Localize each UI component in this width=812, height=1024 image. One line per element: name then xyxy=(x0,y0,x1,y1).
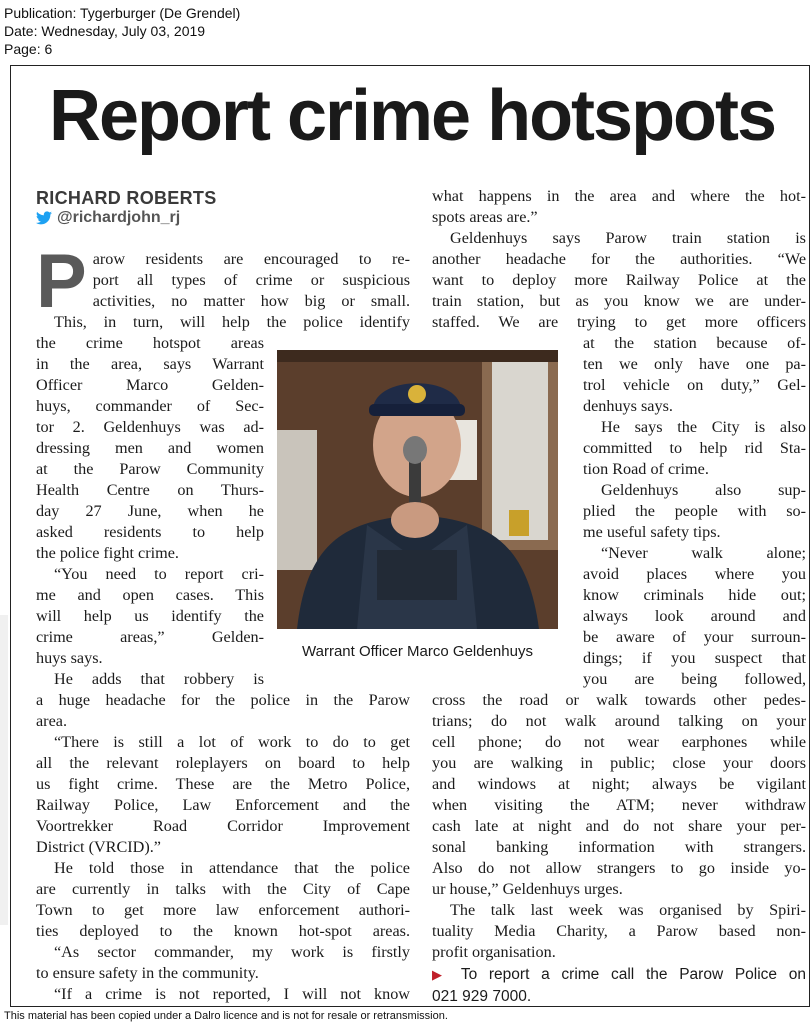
body-line: day 27 June, when he xyxy=(36,502,264,520)
article-column-2-lower xyxy=(432,690,806,1008)
body-line: the police fight crime. xyxy=(36,544,179,562)
body-line: asked residents to help xyxy=(36,523,264,541)
body-line: Railway Police, Law Enforcement and the xyxy=(36,796,410,814)
date-line: Date: Wednesday, July 03, 2019 xyxy=(4,23,206,39)
headline: Report crime hotspots xyxy=(48,76,776,156)
publication-line: Publication: Tygerburger (De Grendel) xyxy=(4,5,241,21)
body-line: dings; if you suspect that xyxy=(583,649,806,667)
body-line: another headache for the authorities. “We xyxy=(432,250,806,268)
intro-line: activities, no matter how big or small. xyxy=(92,292,410,310)
body-line: trol vehicle on duty,” Gel- xyxy=(583,376,806,394)
body-line: “If a crime is not reported, I will not know xyxy=(54,985,410,1003)
body-line: ten we only have one pa- xyxy=(583,355,806,373)
article-intro xyxy=(36,239,410,333)
body-line: tor 2. Geldenhuys was ad- xyxy=(36,418,264,436)
cta-text: To report a crime call the Parow Police on xyxy=(460,966,806,983)
body-line: This, in turn, will help the police identify xyxy=(54,313,410,331)
body-line: sonal banking information with strangers. xyxy=(432,838,806,856)
body-line: tion Road of crime. xyxy=(583,460,709,478)
body-line: Officer Marco Gelden- xyxy=(36,376,264,394)
body-line: ur house,” Geldenhuys urges. xyxy=(432,880,623,898)
body-line: want to deploy more Railway Police at the xyxy=(432,271,806,289)
body-line: committed to help rid Sta- xyxy=(583,439,806,457)
body-line: Health Centre on Thurs- xyxy=(36,481,264,499)
byline-author: RICHARD ROBERTS xyxy=(36,188,217,208)
twitter-handle: @richardjohn_rj xyxy=(57,209,181,226)
body-line: “Never walk alone; xyxy=(601,544,806,562)
body-line: “You need to report cri- xyxy=(54,565,264,583)
body-line: a huge headache for the police in the Parow xyxy=(36,691,410,709)
body-line: to ensure safety in the community. xyxy=(36,964,259,982)
body-line: staffed. We are trying to get more officers xyxy=(432,313,806,331)
body-line: Voortrekker Road Corridor Improvement xyxy=(36,817,410,835)
body-line: The talk last week was organised by Spiri- xyxy=(450,901,806,919)
body-line: in the area, says Warrant xyxy=(36,355,264,373)
body-line: He adds that robbery is xyxy=(54,670,264,688)
copyright-notice: This material has been copied under a Dalro licence and is not for resale or retransmission. xyxy=(4,1010,448,1022)
byline-handle[interactable] xyxy=(36,209,180,227)
body-line: huys says. xyxy=(36,649,103,667)
body-line: “There is still a lot of work to do to get xyxy=(54,733,410,751)
body-line: and windows at night; always be vigilant xyxy=(432,775,806,793)
body-line: denhuys says. xyxy=(583,397,673,415)
body-line: avoid places where you xyxy=(583,565,806,583)
body-line: me and open cases. This xyxy=(36,586,264,604)
body-line: cell phone; do not wear earphones while xyxy=(432,733,806,751)
officer-photo xyxy=(277,350,558,629)
cta-line xyxy=(432,964,806,986)
intro-line: port all types of crime or suspicious xyxy=(92,271,410,289)
article-column-1-wrap xyxy=(36,333,264,690)
body-line: “As sector commander, my work is firstly xyxy=(54,943,410,961)
body-line: District (VRCID).” xyxy=(36,838,161,856)
body-line: profit organisation. xyxy=(432,943,556,961)
body-line: tuality Media Charity, a Parow based non- xyxy=(432,922,806,940)
body-line: area. xyxy=(36,712,67,730)
body-line: Town to get more law enforcement authori- xyxy=(36,901,410,919)
cta-phone: 021 929 7000. xyxy=(432,988,532,1005)
arrow-icon: ▶ xyxy=(432,967,450,982)
page-line: Page: 6 xyxy=(4,41,53,57)
body-line: Geldenhuys also sup- xyxy=(601,481,806,499)
article-column-2-wrap xyxy=(583,333,806,690)
body-line: be aware of your surroun- xyxy=(583,628,806,646)
article-column-2-top xyxy=(432,186,806,333)
publication-meta xyxy=(4,4,240,58)
body-line: plied the people with so- xyxy=(583,502,806,520)
twitter-icon xyxy=(36,211,52,225)
body-line: me useful safety tips. xyxy=(583,523,721,541)
body-line: train station, but as you know we are under- xyxy=(432,292,806,310)
body-line: cross the road or walk towards other pedes- xyxy=(432,691,806,709)
body-line: He says the City is also xyxy=(601,418,806,436)
body-line: us fight crime. These are the Metro Police, xyxy=(36,775,410,793)
body-line: at the station because of- xyxy=(583,334,806,352)
body-line: cash late at night and do not share your per- xyxy=(432,817,806,835)
margin-shade xyxy=(0,615,8,925)
article-column-1-lower xyxy=(36,690,410,1005)
body-line: what happens in the area and where the hot- xyxy=(432,187,806,205)
body-line: Geldenhuys says Parow train station is xyxy=(450,229,806,247)
body-line: ties deployed to the known hot-spot areas. xyxy=(36,922,410,940)
body-line: spots areas are.” xyxy=(432,208,538,226)
officer-illustration xyxy=(277,350,558,629)
body-line: the crime hotspot areas xyxy=(36,334,264,352)
body-line: dressing men and women xyxy=(36,439,264,457)
intro-line: arow residents are encouraged to re- xyxy=(92,250,410,268)
body-line: when visiting the ATM; never withdraw xyxy=(432,796,806,814)
report-crime-cta xyxy=(432,964,806,1008)
body-line: huys, commander of Sec- xyxy=(36,397,264,415)
body-line: know criminals hide out; xyxy=(583,586,806,604)
body-line: all the relevant roleplayers on board to help xyxy=(36,754,410,772)
body-line: are currently in talks with the City of Cape xyxy=(36,880,410,898)
drop-cap: P xyxy=(36,239,87,324)
body-line: crime areas,” Gelden- xyxy=(36,628,264,646)
body-line: trians; do not walk around talking on your xyxy=(432,712,806,730)
body-line: Also do not allow strangers to go inside yo- xyxy=(432,859,806,877)
body-line: will help us identify the xyxy=(36,607,264,625)
body-line: always look around and xyxy=(583,607,806,625)
body-line: He told those in attendance that the police xyxy=(54,859,410,877)
body-line: you are walking in public; close your doors xyxy=(432,754,806,772)
body-line: you are being followed, xyxy=(583,670,806,688)
photo-caption: Warrant Officer Marco Geldenhuys xyxy=(302,643,533,660)
body-line: at the Parow Community xyxy=(36,460,264,478)
